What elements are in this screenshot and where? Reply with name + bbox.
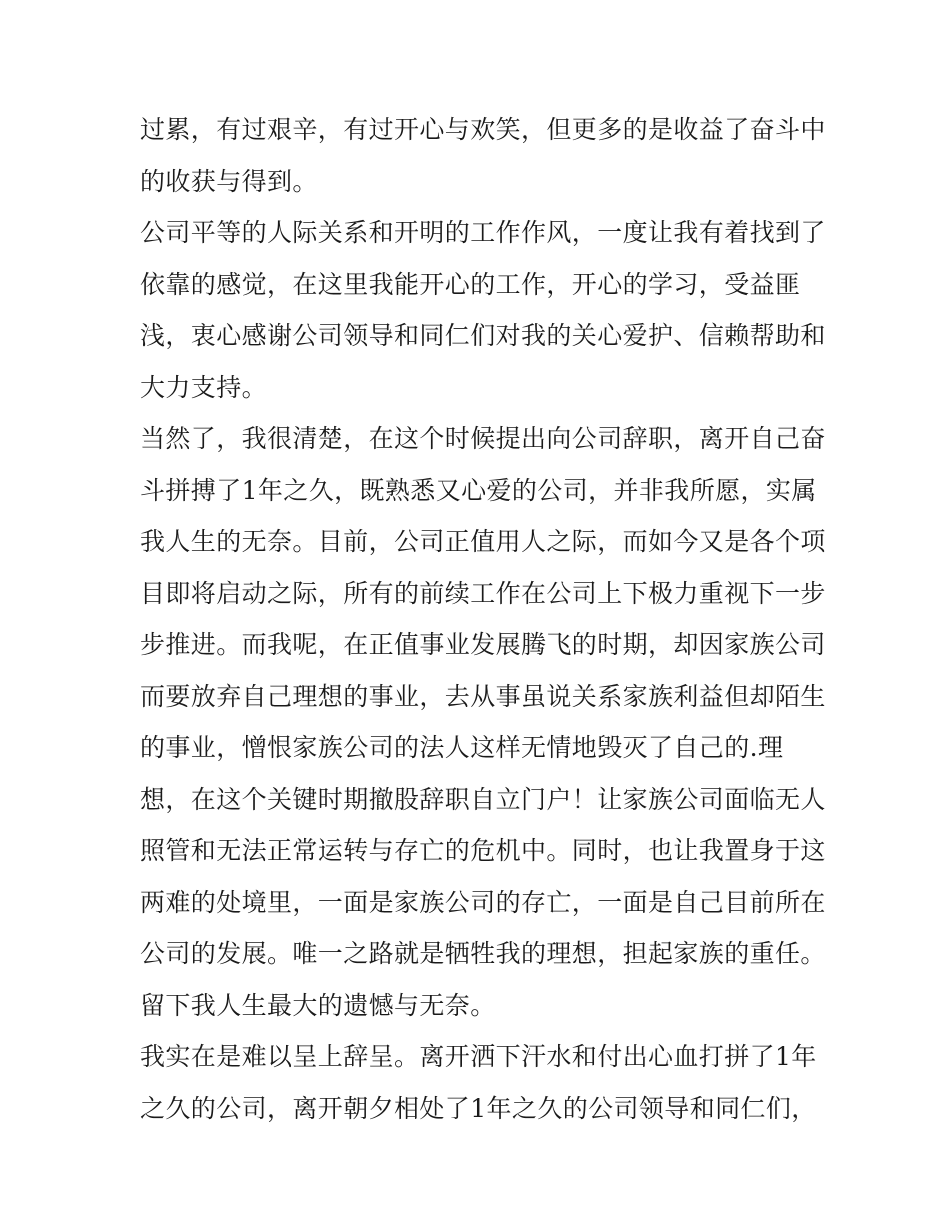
text-line: 过累，有过艰辛，有过开心与欢笑，但更多的是收益了奋斗中 — [140, 115, 826, 144]
text-line: 两难的处境里，一面是家族公司的存亡，一面是自己目前所在 — [140, 887, 826, 917]
text-line: 之久的公司，离开朝夕相处了1年之久的公司领导和同仁们， — [140, 1093, 817, 1123]
text-line: 依靠的感觉，在这里我能开心的工作，开心的学习，受益匪 — [140, 269, 801, 299]
text-line: 而要放弃自己理想的事业，去从事虽说关系家族利益但却陌生 — [140, 681, 826, 711]
text-line: 浅，衷心感谢公司领导和同仁们对我的关心爱护、信赖帮助和 — [140, 321, 826, 350]
text-line: 步推进。而我呢，在正值事业发展腾飞的时期，却因家族公司 — [140, 630, 826, 659]
text-line: 公司平等的人际关系和开明的工作作风，一度让我有着找到了 — [140, 218, 826, 247]
text-line: 我实在是难以呈上辞呈。离开洒下汗水和付出心血打拼了1年 — [140, 1042, 817, 1071]
text-line: 斗拼搏了1年之久，既熟悉又心爱的公司，并非我所愿，实属 — [140, 475, 817, 505]
text-line: 留下我人生最大的遗憾与无奈。 — [140, 990, 496, 1020]
body-text — [140, 104, 826, 1134]
text-line: 大力支持。 — [140, 372, 268, 402]
text-line: 公司的发展。唯一之路就是牺牲我的理想，担起家族的重任。 — [140, 939, 826, 968]
text-line: 的收获与得到。 — [140, 166, 318, 196]
text-line: 照管和无法正常运转与存亡的危机中。同时，也让我置身于这 — [140, 836, 826, 865]
text-line: 目即将启动之际，所有的前续工作在公司上下极力重视下一步 — [140, 578, 826, 608]
text-line: 当然了，我很清楚，在这个时候提出向公司辞职，离开自己奋 — [140, 424, 826, 453]
text-line: 想，在这个关键时期撤股辞职自立门户！让家族公司面临无人 — [140, 784, 826, 814]
text-line: 我人生的无奈。目前，公司正值用人之际，而如今又是各个项 — [140, 527, 826, 556]
text-line: 的事业，憎恨家族公司的法人这样无情地毁灭了自己的.理 — [140, 733, 784, 762]
